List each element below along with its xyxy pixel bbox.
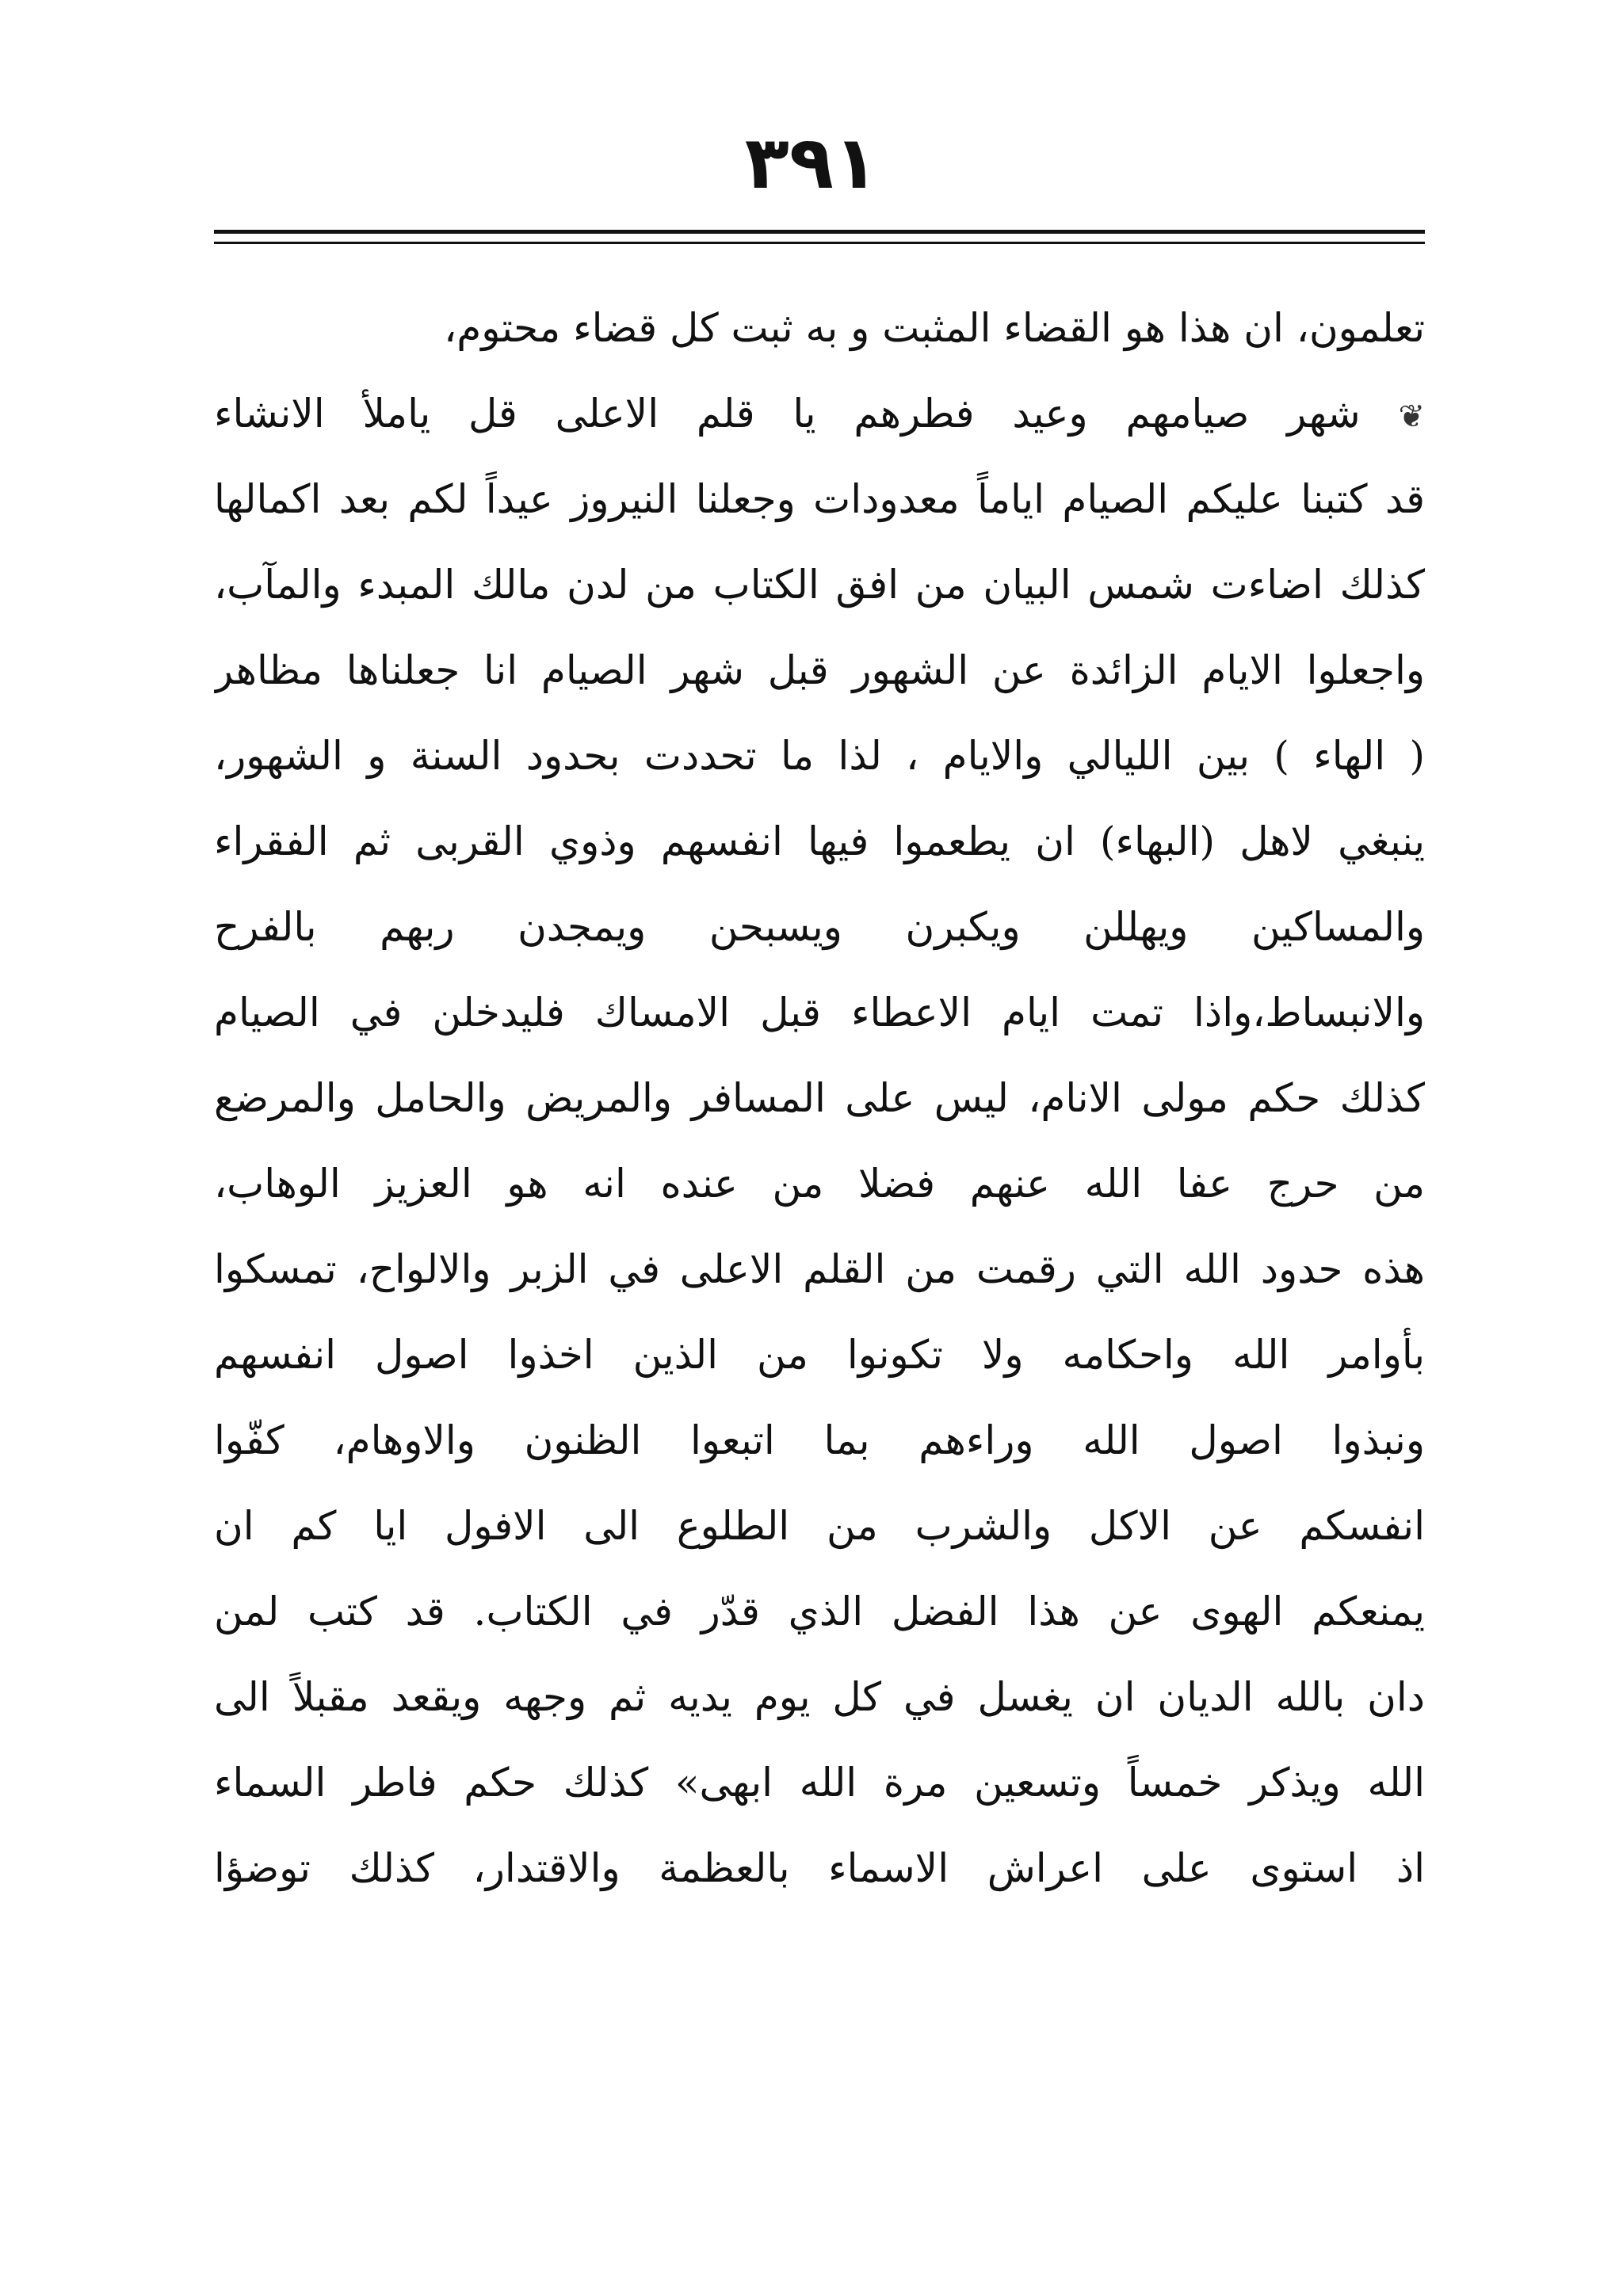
text-line: يمنعكم الهوى عن هذا الفضل الذي قدّر في الكتاب. قد كتب لمن — [214, 1589, 1425, 1634]
body-text — [214, 285, 1425, 1911]
ornament-icon: ❦ — [1398, 399, 1425, 435]
text-line: تعلمون، ان هذا هو القضاء المثبت و به ثبت كل قضاء محتوم، — [444, 305, 1425, 351]
text-line: والانبساط،واذا تمت ايام الاعطاء قبل الامساك فليدخلن في الصيام — [214, 990, 1425, 1035]
page-number: ٣٩١ — [744, 120, 879, 205]
text-line: شهر صيامهم وعيد فطرهم يا قلم الاعلى قل ياملأ الانشاء — [214, 391, 1361, 437]
text-line: كذلك حكم مولى الانام، ليس على المسافر والمريض والحامل والمرضع — [214, 1075, 1425, 1121]
text-line: ينبغي لاهل (البهاء) ان يطعموا فيها انفسهم وذوي القربى ثم الفقراء — [214, 818, 1425, 864]
text-line: اذ استوى على اعراش الاسماء بالعظمة والاقتدار، كذلك توضؤا — [214, 1845, 1425, 1891]
text-line: واجعلوا الايام الزائدة عن الشهور قبل شهر الصيام انا جعلناها مظاهر — [214, 647, 1425, 693]
text-line: انفسكم عن الاكل والشرب من الطلوع الى الافول ايا كم ان — [214, 1503, 1425, 1549]
header-rule-thick — [214, 230, 1425, 234]
text-line: ( الهاء ) بين الليالي والايام ، لذا ما تحددت بحدود السنة و الشهور، — [214, 733, 1425, 779]
text-line: ونبذوا اصول الله وراءهم بما اتبعوا الظنون والاوهام، كفّوا — [214, 1417, 1425, 1463]
text-line: هذه حدود الله التي رقمت من القلم الاعلى في الزبر والالواح، تمسكوا — [214, 1246, 1425, 1292]
text-line: بأوامر الله واحكامه ولا تكونوا من الذين اخذوا اصول انفسهم — [214, 1332, 1425, 1378]
header-rule-thin — [214, 242, 1425, 244]
text-line: الله ويذكر خمساً وتسعين مرة الله ابهى» كذلك حكم فاطر السماء — [214, 1760, 1425, 1806]
text-line: من حرج عفا الله عنهم فضلا من عنده انه هو العزيز الوهاب، — [214, 1161, 1425, 1207]
text-line: دان بالله الديان ان يغسل في كل يوم يديه ثم وجهه ويقعد مقبلاً الى — [214, 1674, 1425, 1720]
section-heading-line — [214, 371, 1425, 456]
text-line: والمساكين ويهللن ويكبرن ويسبحن ويمجدن ربهم بالفرح — [214, 904, 1425, 950]
text-line: قد كتبنا عليكم الصيام اياماً معدودات وجعلنا النيروز عيداً لكم بعد اكمالها — [214, 476, 1425, 522]
text-line: كذلك اضاءت شمس البيان من افق الكتاب من لدن مالك المبدء والمآب، — [214, 562, 1425, 608]
